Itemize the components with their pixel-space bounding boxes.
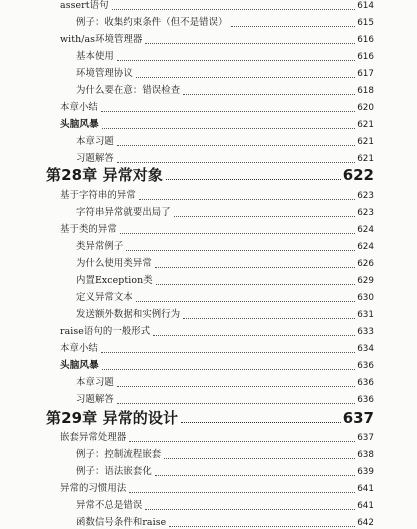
toc-page-number: 614 [357, 1, 374, 11]
toc-page-number: 636 [357, 395, 374, 405]
toc-entry [60, 224, 374, 236]
toc-page-number: 636 [357, 378, 374, 388]
toc-entry-title: 基于字符串的异常 [60, 190, 136, 201]
toc-page-number: 637 [342, 409, 374, 427]
toc-entry-title: 定义异常文本 [76, 292, 133, 303]
toc-page-number: 639 [357, 467, 374, 477]
dot-leader [153, 334, 355, 336]
toc-entry [60, 190, 374, 202]
toc-page-number: 638 [357, 450, 374, 460]
toc-page-number: 621 [357, 137, 374, 147]
toc-entry [60, 34, 374, 46]
dot-leader [183, 317, 355, 319]
toc-page-number: 633 [357, 327, 374, 337]
dot-leader [129, 440, 355, 442]
toc-entry [76, 449, 374, 461]
toc-entry-title: 本章习题 [76, 377, 114, 388]
dot-leader [126, 249, 355, 251]
toc-entry-title: 类异常例子 [76, 241, 124, 252]
dot-leader [145, 42, 355, 44]
toc-entry-title: 例子：收集约束条件（但不是错误） [76, 17, 228, 28]
toc-page-number: 617 [357, 69, 374, 79]
toc-entry-title: 异常的习惯用法 [60, 483, 127, 494]
toc-entry [60, 432, 374, 444]
toc-entry [76, 517, 374, 529]
toc-entry [76, 241, 374, 253]
toc-page-number: 637 [357, 433, 374, 443]
dot-leader [117, 385, 355, 387]
toc-page-number: 623 [357, 208, 374, 218]
dot-leader [164, 457, 355, 459]
toc-entry-title: raise语句的一般形式 [60, 326, 151, 337]
toc-entry [60, 102, 374, 114]
toc-entry-title: 本章小结 [60, 343, 98, 354]
toc-entry [76, 17, 374, 29]
toc-page-number: 615 [357, 18, 374, 28]
toc-page-number: 621 [357, 120, 374, 130]
toc-page-number: 631 [357, 310, 374, 320]
toc-entry-title: 为什么要在意：错误检查 [76, 85, 181, 96]
toc-entry-title: 内置Exception类 [76, 275, 153, 286]
dot-leader [102, 368, 355, 370]
toc-entry [76, 292, 374, 304]
toc-page-number: 642 [357, 518, 374, 528]
toc-entry [76, 394, 374, 406]
toc-entry [76, 377, 374, 389]
dot-leader [155, 474, 355, 476]
toc-entry-title: 例子：控制流程嵌套 [76, 449, 162, 460]
dot-leader [129, 491, 355, 493]
toc-entry-title: 习题解答 [76, 394, 114, 405]
dot-leader [169, 525, 355, 527]
toc-page-number: 624 [357, 225, 374, 235]
toc-page-number: 629 [357, 276, 374, 286]
dot-leader [231, 25, 356, 27]
dot-leader [145, 508, 355, 510]
toc-entry-title: 环境管理协议 [76, 68, 133, 79]
dot-leader [139, 198, 355, 200]
toc-page-number: 641 [357, 484, 374, 494]
toc-entry [76, 258, 374, 270]
dot-leader [117, 161, 355, 163]
toc-page-number: 623 [357, 191, 374, 201]
dot-leader [117, 402, 355, 404]
toc-entry [60, 483, 374, 495]
toc-entry-title: 头脑风暴 [60, 360, 99, 371]
toc-entry [60, 360, 374, 372]
toc-page-number: 630 [357, 293, 374, 303]
toc-entry [76, 466, 374, 478]
dot-leader [181, 421, 341, 423]
toc-page-number: 620 [357, 103, 374, 113]
toc-entry-title: 例子：语法嵌套化 [76, 466, 152, 477]
toc-entry-title: 异常不总是错误 [76, 500, 143, 511]
dot-leader [174, 215, 355, 217]
toc-entry-title: 发送额外数据和实例行为 [76, 309, 181, 320]
dot-leader [101, 351, 355, 353]
dot-leader [117, 144, 355, 146]
toc-chapter-heading [46, 166, 374, 184]
toc-entry-title: 基于类的异常 [60, 224, 117, 235]
toc-entry-title: 习题解答 [76, 153, 114, 164]
toc-page-number: 636 [357, 361, 374, 371]
toc-entry-title: with/as环境管理器 [60, 34, 143, 45]
toc-entry [76, 51, 374, 63]
dot-leader [136, 300, 355, 302]
toc-page-number: 641 [357, 501, 374, 511]
toc-entry-title: 字符串异常就要出局了 [76, 207, 171, 218]
toc-entry [76, 500, 374, 512]
toc-page-number: 616 [357, 52, 374, 62]
toc-page-number: 626 [357, 259, 374, 269]
toc-entry [60, 0, 374, 12]
toc-entry-title: 嵌套异常处理器 [60, 432, 127, 443]
dot-leader [166, 178, 341, 180]
toc-entry [60, 119, 374, 131]
toc-entry [76, 85, 374, 97]
dot-leader [136, 76, 355, 78]
toc-chapter-heading [46, 409, 374, 427]
toc-entry-title: 基本使用 [76, 51, 114, 62]
toc-entry-title: 函数信号条件和raise [76, 517, 167, 528]
dot-leader [117, 59, 355, 61]
toc-entry [76, 136, 374, 148]
toc-page-number: 616 [357, 35, 374, 45]
dot-leader [101, 110, 355, 112]
toc-entry [76, 207, 374, 219]
toc-entry [76, 153, 374, 165]
dot-leader [120, 232, 355, 234]
toc-entry [60, 326, 374, 338]
toc-entry [76, 309, 374, 321]
toc-entry [76, 68, 374, 80]
dot-leader [112, 8, 356, 10]
toc-page-number: 618 [357, 86, 374, 96]
dot-leader [183, 93, 355, 95]
toc-entry-title: 本章小结 [60, 102, 98, 113]
toc-page-number: 624 [357, 242, 374, 252]
dot-leader [156, 283, 355, 285]
toc-entry-title: 第28章 异常对象 [46, 166, 163, 184]
toc-entry [60, 343, 374, 355]
toc-entry-title: assert语句 [60, 0, 109, 11]
toc-entry-title: 为什么使用类异常 [76, 258, 152, 269]
toc-page-number: 634 [357, 344, 374, 354]
dot-leader [102, 127, 355, 129]
dot-leader [155, 266, 355, 268]
toc-entry-title: 第29章 异常的设计 [46, 409, 179, 427]
toc-entry-title: 头脑风暴 [60, 119, 99, 130]
toc-page-number: 621 [357, 154, 374, 164]
toc-entry [76, 275, 374, 287]
toc-entry-title: 本章习题 [76, 136, 114, 147]
toc-page-number: 622 [342, 166, 374, 184]
